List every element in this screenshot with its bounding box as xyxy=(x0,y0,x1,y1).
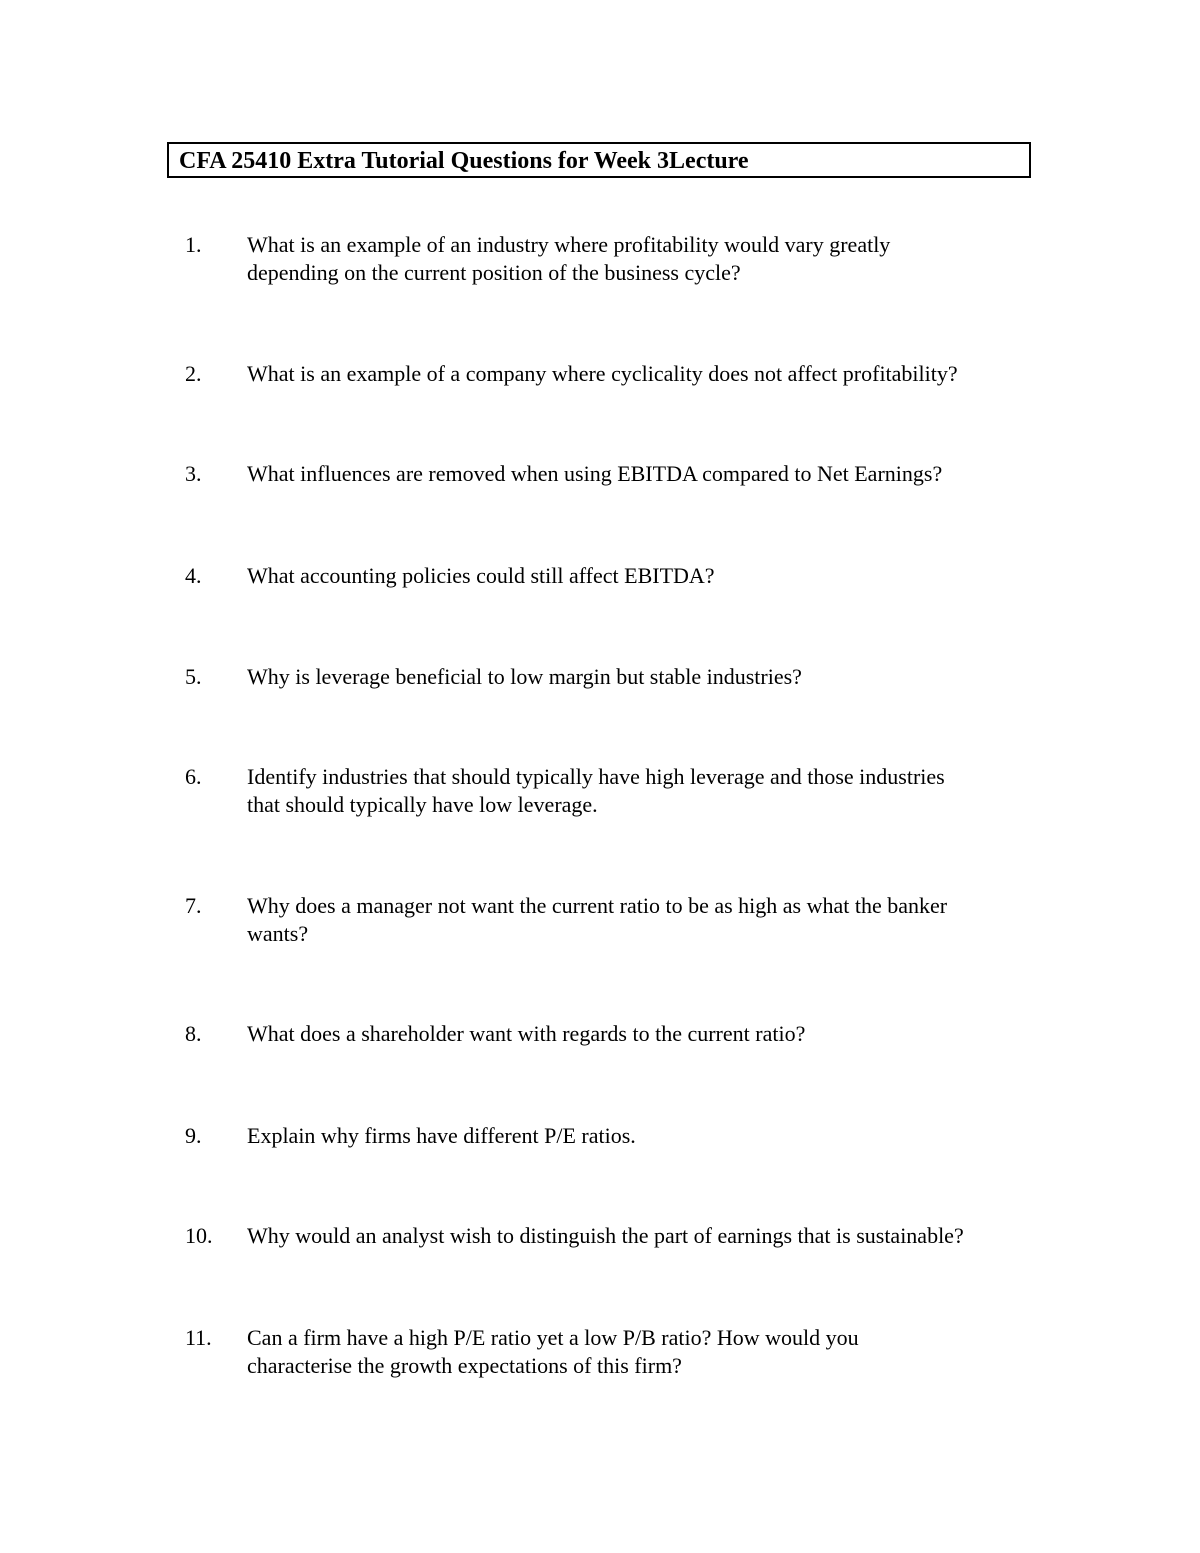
question-line: Why is leverage beneficial to low margin but stable industries? xyxy=(247,664,802,689)
question-number: 8. xyxy=(185,1021,202,1046)
question-line: What does a shareholder want with regards to the current ratio? xyxy=(247,1021,806,1046)
question-line: Can a firm have a high P/E ratio yet a low P/B ratio? How would you xyxy=(247,1325,859,1350)
question-text xyxy=(247,562,1037,590)
page-title: CFA 25410 Extra Tutorial Questions for Week 3Lecture xyxy=(179,148,749,174)
question-line: Identify industries that should typically have high leverage and those industries xyxy=(247,764,945,789)
question-text xyxy=(247,663,1037,691)
question-text xyxy=(247,1122,1037,1150)
question-number: 5. xyxy=(185,664,202,689)
question-text xyxy=(247,763,1037,819)
question-text xyxy=(247,360,1037,388)
question-number: 3. xyxy=(185,461,202,486)
question-line: characterise the growth expectations of this firm? xyxy=(247,1353,682,1378)
question-line: wants? xyxy=(247,921,309,946)
question-line: Explain why firms have different P/E ratios. xyxy=(247,1123,636,1148)
question-number: 1. xyxy=(185,232,202,257)
question-number: 7. xyxy=(185,893,202,918)
question-line: Why does a manager not want the current ratio to be as high as what the banker xyxy=(247,893,948,918)
question-text xyxy=(247,460,1037,488)
question-number: 4. xyxy=(185,563,202,588)
question-number: 6. xyxy=(185,764,202,789)
question-number: 11. xyxy=(185,1325,212,1350)
question-number: 2. xyxy=(185,361,202,386)
question-line: What accounting policies could still affect EBITDA? xyxy=(247,563,715,588)
question-text xyxy=(247,1222,1037,1250)
question-line: What influences are removed when using EBITDA compared to Net Earnings? xyxy=(247,461,943,486)
question-text xyxy=(247,1324,1037,1380)
question-text xyxy=(247,892,1037,948)
question-number: 10. xyxy=(185,1223,213,1248)
question-number: 9. xyxy=(185,1123,202,1148)
question-text xyxy=(247,231,1037,287)
question-line: Why would an analyst wish to distinguish the part of earnings that is sustainable? xyxy=(247,1223,964,1248)
title-box xyxy=(167,142,1031,178)
question-line: What is an example of a company where cyclicality does not affect profitability? xyxy=(247,361,958,386)
question-line: depending on the current position of the business cycle? xyxy=(247,260,741,285)
question-line: What is an example of an industry where profitability would vary greatly xyxy=(247,232,891,257)
question-text xyxy=(247,1020,1037,1048)
question-line: that should typically have low leverage. xyxy=(247,792,598,817)
